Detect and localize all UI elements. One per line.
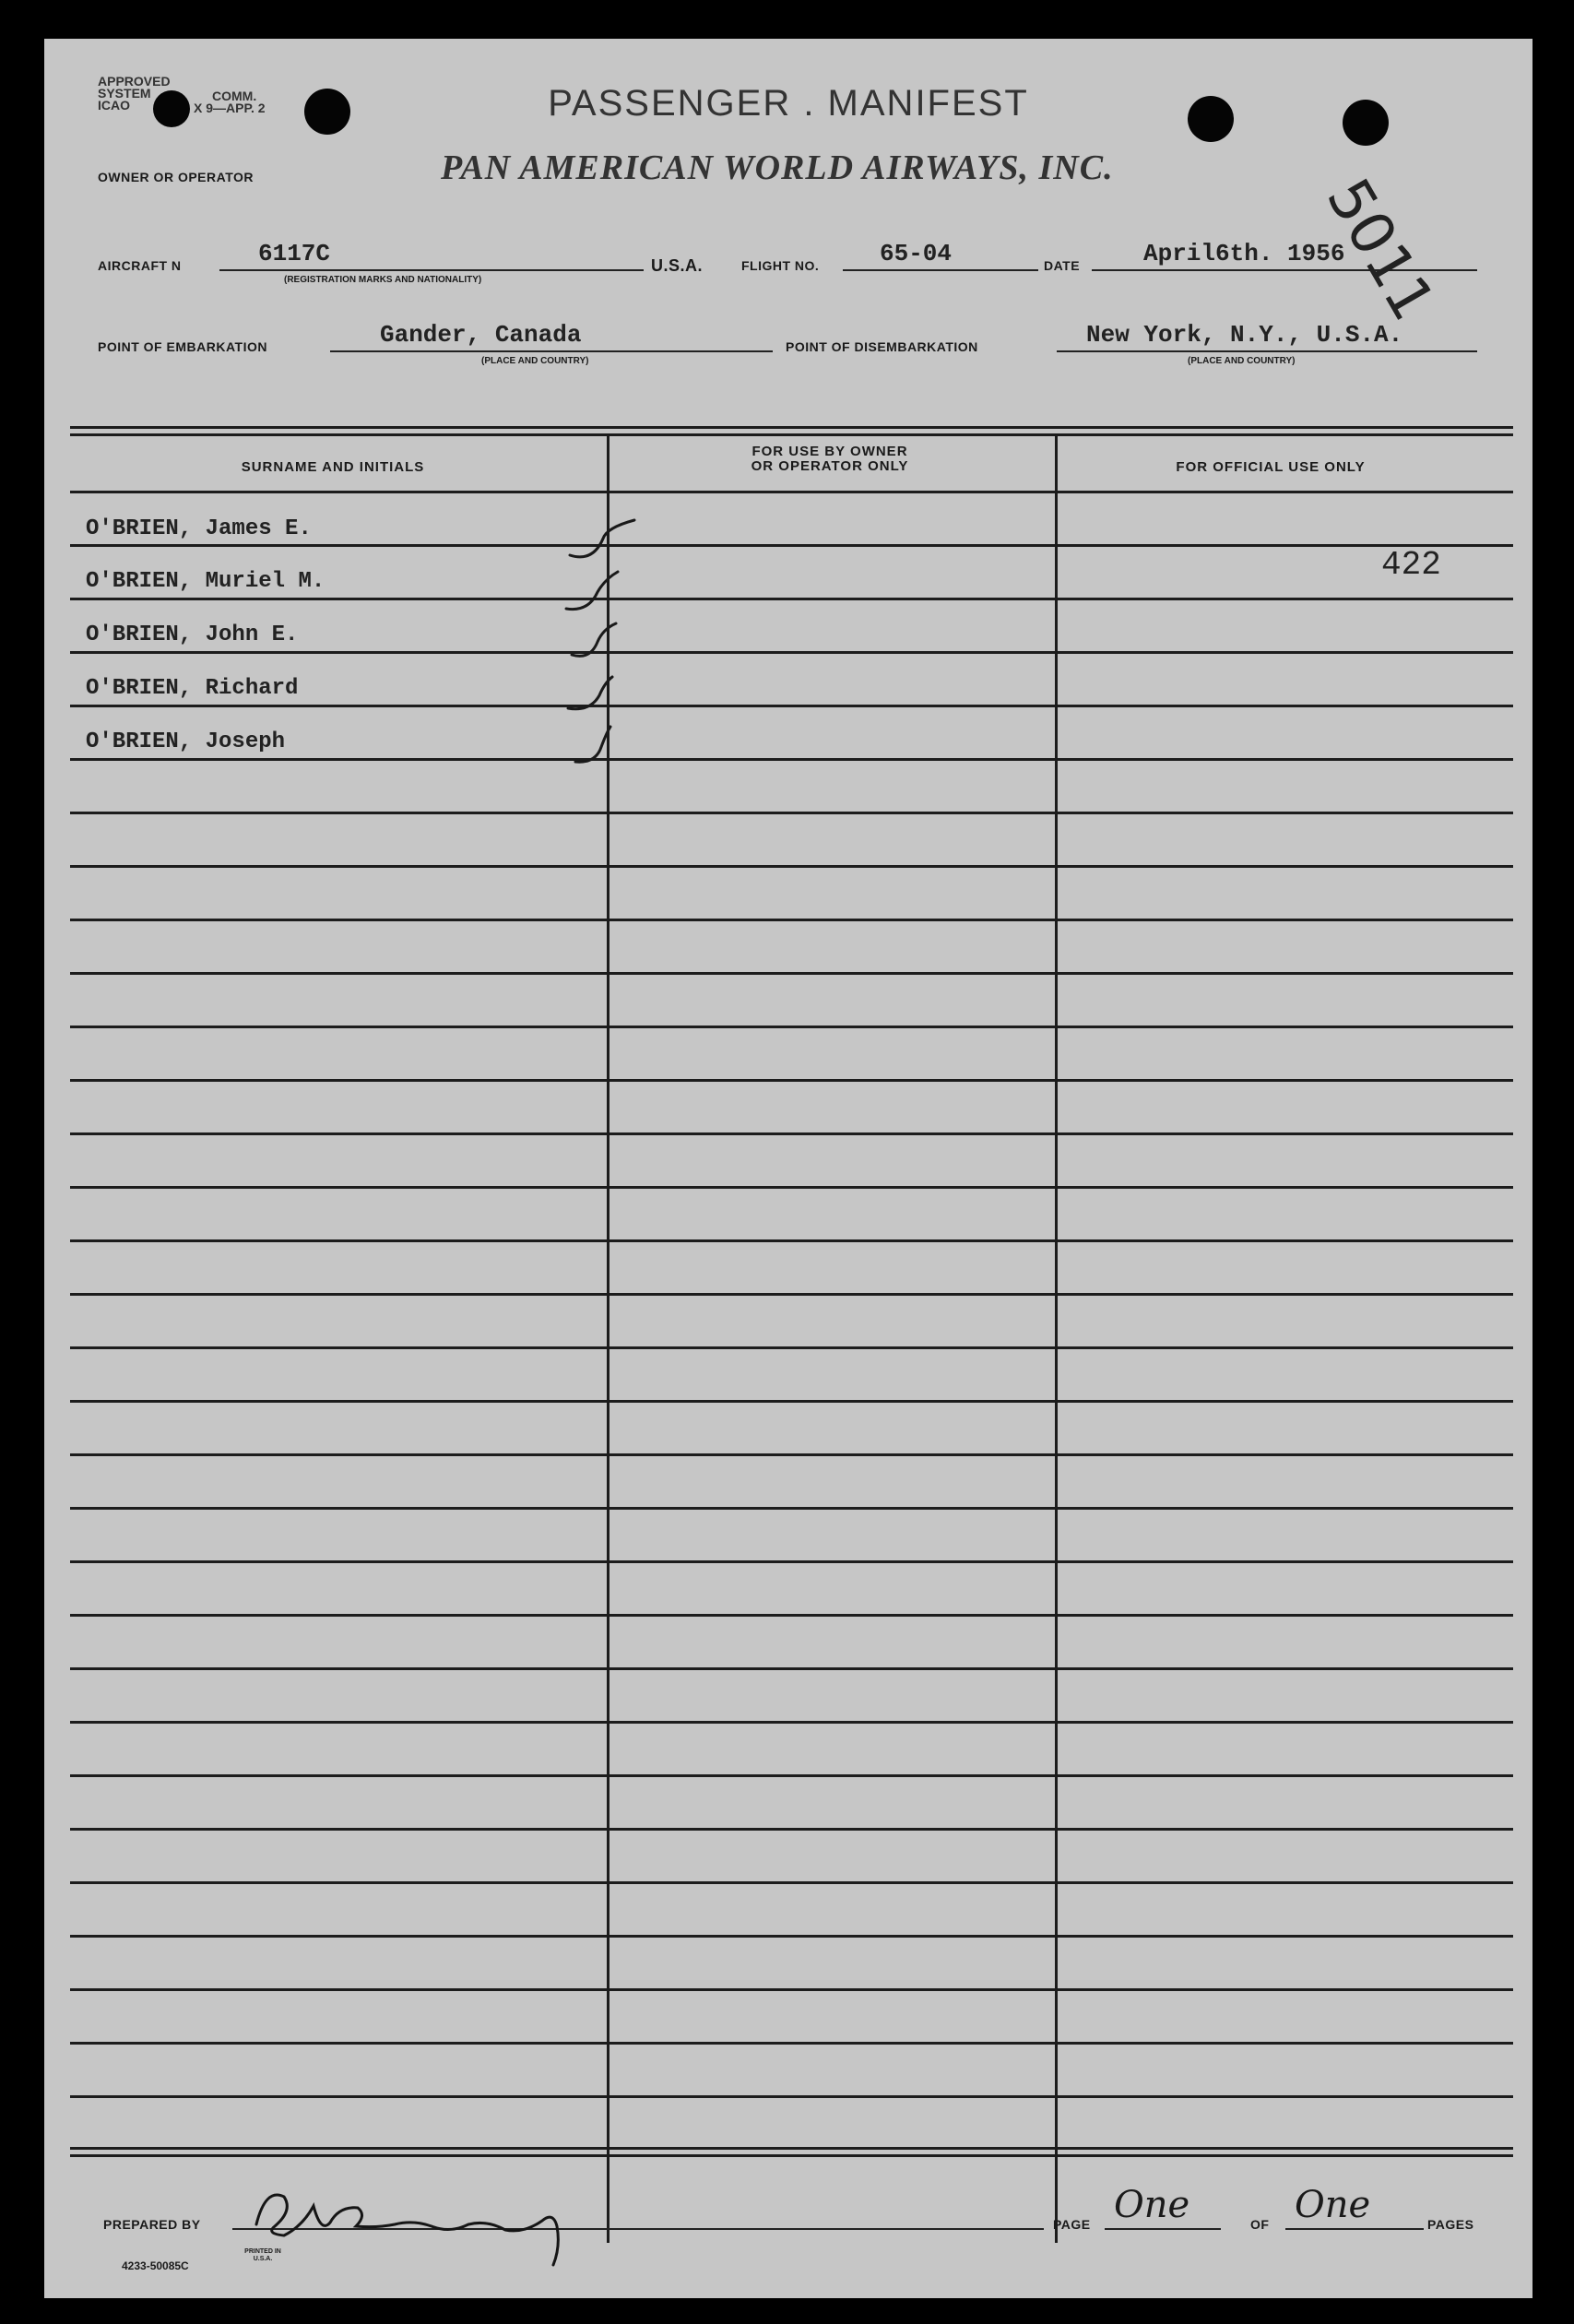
table-row-line [70, 758, 1513, 761]
page-underline [1105, 2228, 1221, 2230]
date-value: April6th. 1956 [1143, 240, 1345, 267]
embarkation-label: POINT OF EMBARKATION [98, 339, 267, 354]
check-icon [568, 677, 612, 709]
table-row-line [70, 1560, 1513, 1563]
aircraft-underline [219, 269, 644, 271]
table-top-rule [70, 426, 1513, 429]
passenger-name: O'BRIEN, Muriel M. [86, 569, 325, 594]
table-row-line [70, 1186, 1513, 1189]
page-title: PASSENGER . MANIFEST [548, 83, 1029, 124]
disembarkation-underline [1057, 350, 1477, 352]
table-row-line [70, 1881, 1513, 1884]
table-row-line [70, 865, 1513, 868]
approval-line: SYSTEM [98, 86, 151, 101]
check-icon [570, 520, 634, 557]
operator-name: PAN AMERICAN WORLD AIRWAYS, INC. [441, 148, 1114, 187]
of-label: OF [1250, 2217, 1270, 2232]
table-row-line [70, 812, 1513, 814]
table-row-line [70, 2042, 1513, 2045]
embarkation-value: Gander, Canada [380, 321, 582, 349]
table-row-line [70, 491, 1513, 493]
table-row-line [70, 1667, 1513, 1670]
disembarkation-sublabel: (PLACE AND COUNTRY) [1188, 356, 1296, 366]
table-row-line [70, 1346, 1513, 1349]
passenger-name: O'BRIEN, James E. [86, 516, 312, 541]
table-row-line [70, 1239, 1513, 1242]
table-top-rule [70, 433, 1513, 436]
disembarkation-label: POINT OF DISEMBARKATION [786, 339, 978, 354]
of-underline [1285, 2228, 1424, 2230]
signature [229, 2169, 616, 2271]
approval-line: X 9—APP. 2 [194, 101, 266, 115]
table-row-line [70, 1828, 1513, 1831]
passenger-name: O'BRIEN, Joseph [86, 729, 286, 754]
table-row-line [70, 705, 1513, 707]
date-underline [1092, 269, 1477, 271]
table-row-line [70, 919, 1513, 921]
table-row-line [70, 1721, 1513, 1724]
aircraft-sublabel: (REGISTRATION MARKS AND NATIONALITY) [284, 275, 482, 285]
table-row-line [70, 598, 1513, 600]
approval-line: ICAO [98, 98, 130, 113]
check-icon [566, 572, 618, 610]
table-bottom-rule [70, 2154, 1513, 2157]
table-row-line [70, 651, 1513, 654]
passenger-name: O'BRIEN, John E. [86, 622, 299, 647]
table-bottom-rule [70, 2147, 1513, 2150]
aircraft-value: 6117C [258, 240, 331, 267]
table-row-line [70, 1988, 1513, 1991]
prepared-label: PREPARED BY [103, 2217, 201, 2232]
flight-label: FLIGHT NO. [741, 258, 820, 273]
table-row-line [70, 1132, 1513, 1135]
embarkation-underline [330, 350, 773, 352]
form-number: 4233-50085C [122, 2259, 189, 2272]
table-row-line [70, 1079, 1513, 1082]
owner-label: OWNER OR OPERATOR [98, 170, 254, 184]
disembarkation-value: New York, N.Y., U.S.A. [1086, 321, 1403, 349]
flight-underline [843, 269, 1038, 271]
approval-line: APPROVED [98, 74, 171, 89]
check-marks [542, 491, 680, 786]
table-row-line [70, 1293, 1513, 1296]
table-row-line [70, 2095, 1513, 2098]
page-value: One [1114, 2184, 1190, 2226]
table-row-line [70, 1935, 1513, 1938]
table-row-line [70, 544, 1513, 547]
column-header-owner-line: OR OPERATOR ONLY [751, 458, 909, 474]
table-row-line [70, 1026, 1513, 1028]
aircraft-label: AIRCRAFT N [98, 258, 182, 273]
column-header-owner-line: FOR USE BY OWNER [751, 444, 908, 459]
handwritten-number: 5011 [1312, 168, 1448, 333]
check-icon [575, 727, 610, 762]
table-row-line [70, 1453, 1513, 1456]
embarkation-sublabel: (PLACE AND COUNTRY) [481, 356, 589, 366]
table-row-line [70, 1507, 1513, 1510]
table-row-line [70, 1774, 1513, 1777]
check-icon [572, 623, 616, 656]
column-header-surname: SURNAME AND INITIALS [241, 459, 425, 475]
table-row-line [70, 1400, 1513, 1403]
aircraft-country: U.S.A. [651, 256, 704, 275]
column-header-owner [616, 445, 1044, 474]
pages-label: PAGES [1427, 2217, 1474, 2232]
printed-stamp: PRINTED IN U.S.A. [244, 2248, 281, 2262]
official-note: 422 [1381, 546, 1441, 584]
page-label: PAGE [1053, 2217, 1091, 2232]
date-label: DATE [1044, 258, 1081, 273]
flight-value: 65-04 [880, 240, 953, 267]
manifest-sheet [44, 39, 1533, 2298]
column-header-official: FOR OFFICIAL USE ONLY [1176, 459, 1366, 475]
approval-line: COMM. [212, 89, 257, 103]
table-row-line [70, 1614, 1513, 1617]
of-value: One [1295, 2184, 1371, 2226]
passenger-name: O'BRIEN, Richard [86, 676, 299, 701]
table-row-line [70, 972, 1513, 975]
